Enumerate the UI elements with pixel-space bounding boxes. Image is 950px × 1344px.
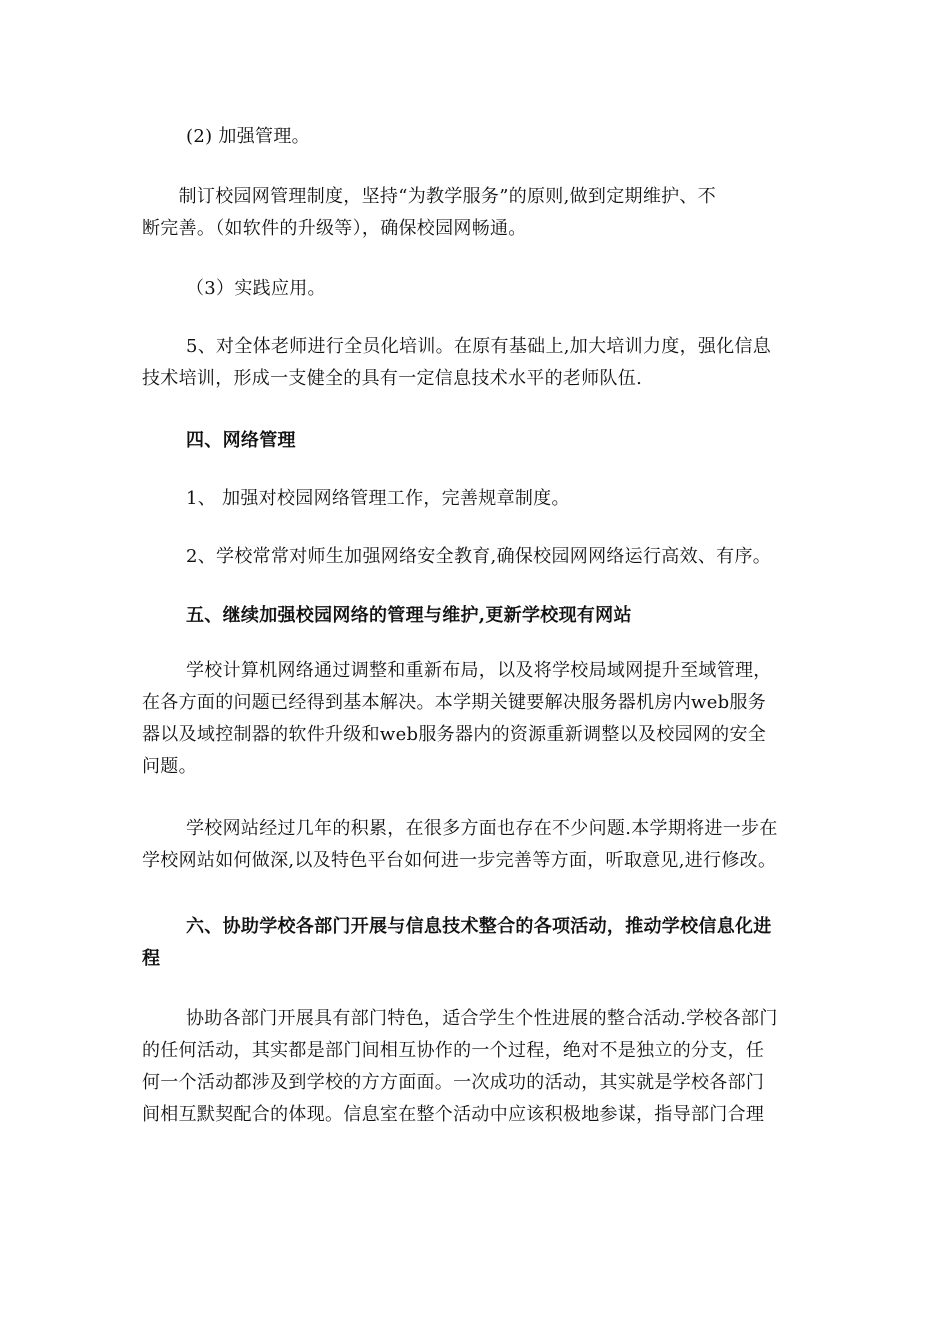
paragraph-website-line2: 学校网站如何做深,以及特色平台如何进一步完善等方面，听取意见,进行修改。 <box>142 850 777 871</box>
paragraph-management-system-line1: 制订校园网管理制度，坚持“为教学服务”的原则,做到定期维护、不 <box>142 186 717 207</box>
paragraph-teacher-training-line2: 技术培训，形成一支健全的具有一定信息技术水平的老师队伍. <box>142 368 643 389</box>
heading-network-management: 四、网络管理 <box>186 430 296 451</box>
paragraph-network-layout-line2: 在各方面的问题已经得到基本解决。本学期关键要解决服务器机房内web服务 <box>142 692 767 713</box>
paragraph-website-line1: 学校网站经过几年的积累，在很多方面也存在不少问题.本学期将进一步在 <box>186 818 778 839</box>
item-2-strengthen-management: (2) 加强管理。 <box>186 126 310 147</box>
paragraph-department-activities-line4: 间相互默契配合的体现。信息室在整个活动中应该积极地参谋，指导部门合理 <box>142 1104 765 1125</box>
paragraph-network-layout-line4: 问题。 <box>142 756 197 777</box>
paragraph-department-activities-line3: 何一个活动都涉及到学校的方方面面。一次成功的活动，其实就是学校各部门 <box>142 1072 765 1093</box>
heading-department-activities-line1: 六、协助学校各部门开展与信息技术整合的各项活动，推动学校信息化进 <box>186 916 772 937</box>
paragraph-department-activities-line1: 协助各部门开展具有部门特色，适合学生个性进展的整合活动.学校各部门 <box>186 1008 778 1029</box>
item-2-security-education: 2、学校常常对师生加强网络安全教育,确保校园网网络运行高效、有序。 <box>186 546 772 567</box>
heading-website-maintenance: 五、继续加强校园网络的管理与维护,更新学校现有网站 <box>186 605 632 626</box>
item-3-practice-application: （3）实践应用。 <box>186 278 326 299</box>
paragraph-network-layout-line3: 器以及域控制器的软件升级和web服务器内的资源重新调整以及校园网的安全 <box>142 724 767 745</box>
paragraph-network-layout-line1: 学校计算机网络通过调整和重新布局，以及将学校局域网提升至域管理， <box>186 660 772 681</box>
item-1-network-work: 1、 加强对校园网络管理工作，完善规章制度。 <box>186 488 570 509</box>
heading-department-activities-line2: 程 <box>142 948 161 969</box>
paragraph-department-activities-line2: 的任何活动，其实都是部门间相互协作的一个过程，绝对不是独立的分支，任 <box>142 1040 765 1061</box>
paragraph-management-system-line2: 断完善。（如软件的升级等），确保校园网畅通。 <box>142 218 527 239</box>
paragraph-teacher-training-line1: 5、对全体老师进行全员化培训。在原有基础上,加大培训力度，强化信息 <box>186 336 772 357</box>
